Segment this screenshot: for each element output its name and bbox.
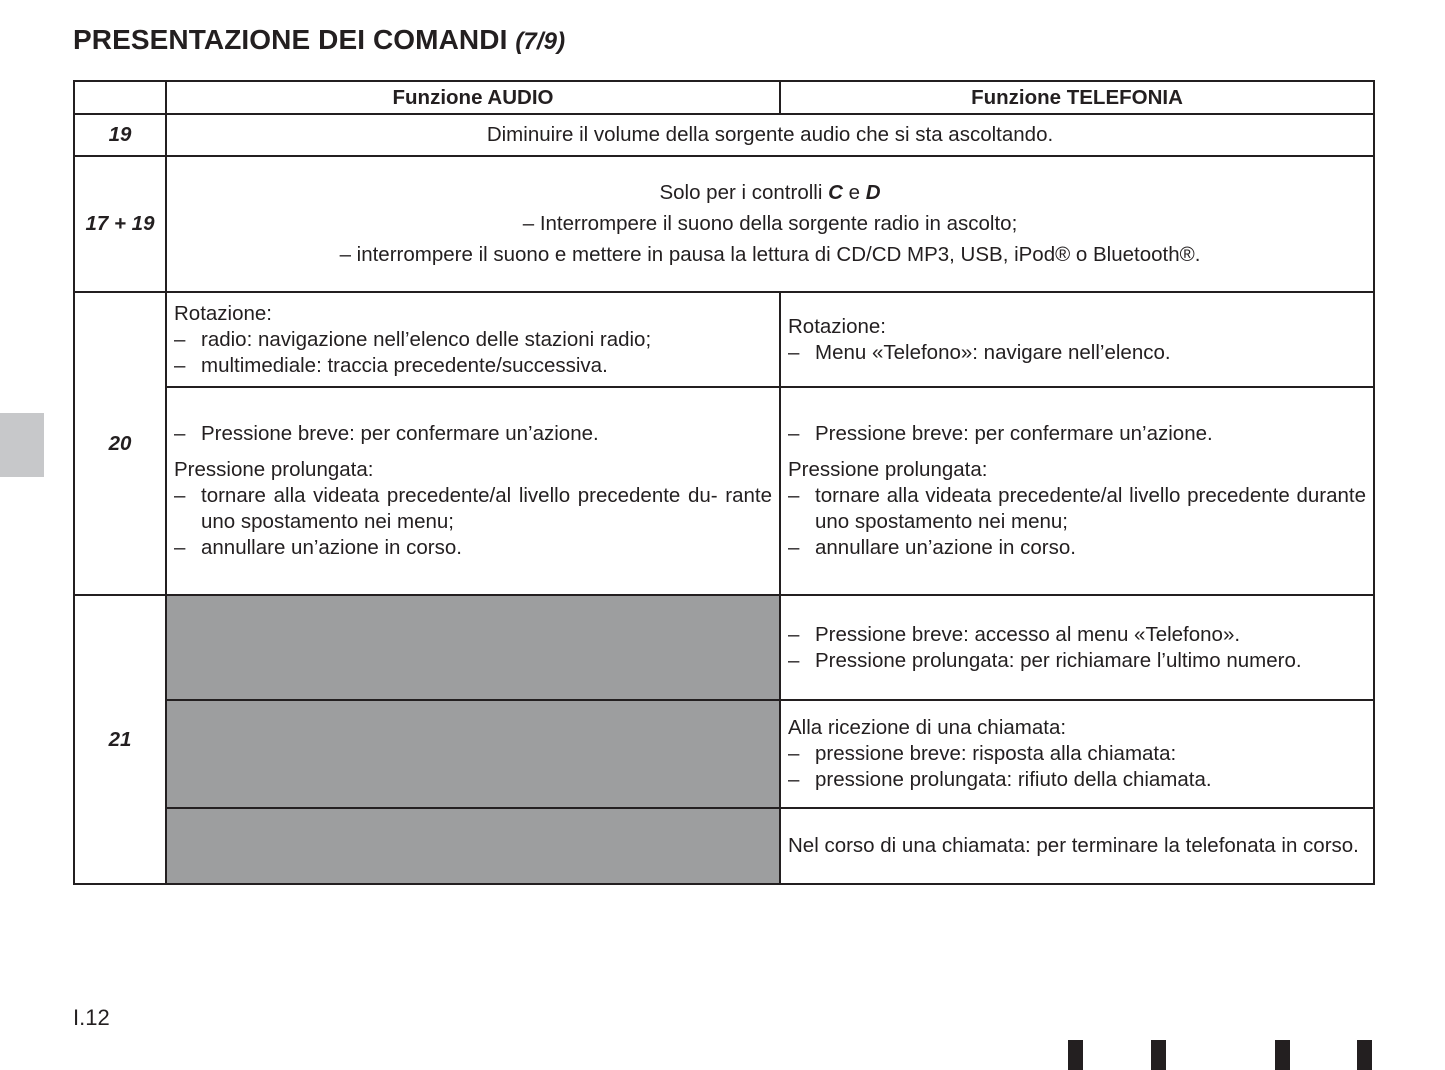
row-21-audio-shaded-b: [166, 700, 780, 808]
table-row-20-rotation: [74, 292, 1374, 387]
table-row-17-19: [74, 156, 1374, 292]
table-row-21-c: [74, 808, 1374, 884]
list-item: – tornare alla videata precedente/al livello precedente du- rante uno spostamento nei menu;: [174, 483, 772, 535]
print-mark: [1275, 1040, 1290, 1070]
row-17-19-item: – interrompere il suono e mettere in pausa la lettura di CD/CD MP3, USB, iPod® o Bluetooth®.: [339, 243, 1201, 266]
row-key-21: 21: [74, 595, 166, 884]
header-audio: Funzione AUDIO: [166, 81, 780, 114]
list-item: – pressione breve: risposta alla chiamata:: [788, 741, 1366, 767]
list-item: – annullare un’azione in corso.: [174, 535, 772, 561]
list-item: – Menu «Telefono»: navigare nell’elenco.: [788, 340, 1366, 366]
row-17-19-intro: Solo per i controlli C e D: [659, 181, 881, 204]
row-17-19-shared-text: [166, 156, 1374, 292]
row-key-17-19: 17 + 19: [74, 156, 166, 292]
row-19-shared-text: Diminuire il volume della sorgente audio che si sta ascoltando.: [166, 114, 1374, 156]
row-20-phone-rotation: Rotazione: – Menu «Telefono»: navigare nell’elenco.: [780, 292, 1374, 387]
row-21-phone-a: [780, 595, 1374, 700]
chapter-side-tab: [0, 413, 44, 477]
header-empty-cell: [74, 81, 166, 114]
list-item: – radio: navigazione nell’elenco delle stazioni radio;: [174, 327, 772, 353]
print-mark: [1068, 1040, 1083, 1070]
header-telefonia: Funzione TELEFONIA: [780, 81, 1374, 114]
control-c: C: [828, 181, 843, 204]
table-row-21-b: [74, 700, 1374, 808]
table-row-21-a: [74, 595, 1374, 700]
row-21-audio-shaded-a: [166, 595, 780, 700]
page-title: [73, 24, 565, 56]
print-mark: [1357, 1040, 1372, 1070]
control-d: D: [865, 181, 881, 204]
row-key-19: 19: [74, 114, 166, 156]
row-20-phone-press: – Pressione breve: per confermare un’azione. Pressione prolungata: – tornare alla videata precedente/al livello precedente durante uno spostamento nei menu; – annullare un’azione in corso.: [780, 387, 1374, 595]
row-21-audio-shaded-c: [166, 808, 780, 884]
page-number: I.12: [73, 1005, 110, 1030]
row-20-audio-rotation: Rotazione: – radio: navigazione nell’elenco delle stazioni radio; – multimediale: traccia precedente/successiva.: [166, 292, 780, 387]
list-item: – Pressione breve: accesso al menu «Telefono».: [788, 622, 1366, 648]
row-20-audio-press: – Pressione breve: per confermare un’azione. Pressione prolungata: – tornare alla videata precedente/al livello precedente du- rante uno spostamento nei menu; – annullare un’azione in corso.: [166, 387, 780, 595]
row-21-phone-b: Alla ricezione di una chiamata: – pressione breve: risposta alla chiamata: – pressione prolungata: rifiuto della chiamata.: [780, 700, 1374, 808]
list-item: – Pressione prolungata: per richiamare l’ultimo numero.: [788, 648, 1366, 674]
list-item: – annullare un’azione in corso.: [788, 535, 1366, 561]
list-item: – pressione prolungata: rifiuto della chiamata.: [788, 767, 1366, 793]
row-key-20: 20: [74, 292, 166, 595]
list-item: – tornare alla videata precedente/al livello precedente durante uno spostamento nei menu;: [788, 483, 1366, 535]
table-header-row: [74, 81, 1374, 114]
list-item: – multimediale: traccia precedente/successiva.: [174, 353, 772, 379]
row-17-19-item: – Interrompere il suono della sorgente radio in ascolto;: [522, 212, 1018, 235]
controls-table: [73, 80, 1375, 885]
table-row-19: [74, 114, 1374, 156]
list-item: – Pressione breve: per confermare un’azione.: [788, 421, 1366, 447]
list-item: – Pressione breve: per confermare un’azione.: [174, 421, 772, 447]
title-part: (7/9): [515, 28, 566, 55]
print-mark: [1151, 1040, 1166, 1070]
table-row-20-press: [74, 387, 1374, 595]
title-main: PRESENTAZIONE DEI COMANDI: [73, 24, 508, 55]
row-21-phone-c: Nel corso di una chiamata: per terminare la telefonata in corso.: [780, 808, 1374, 884]
